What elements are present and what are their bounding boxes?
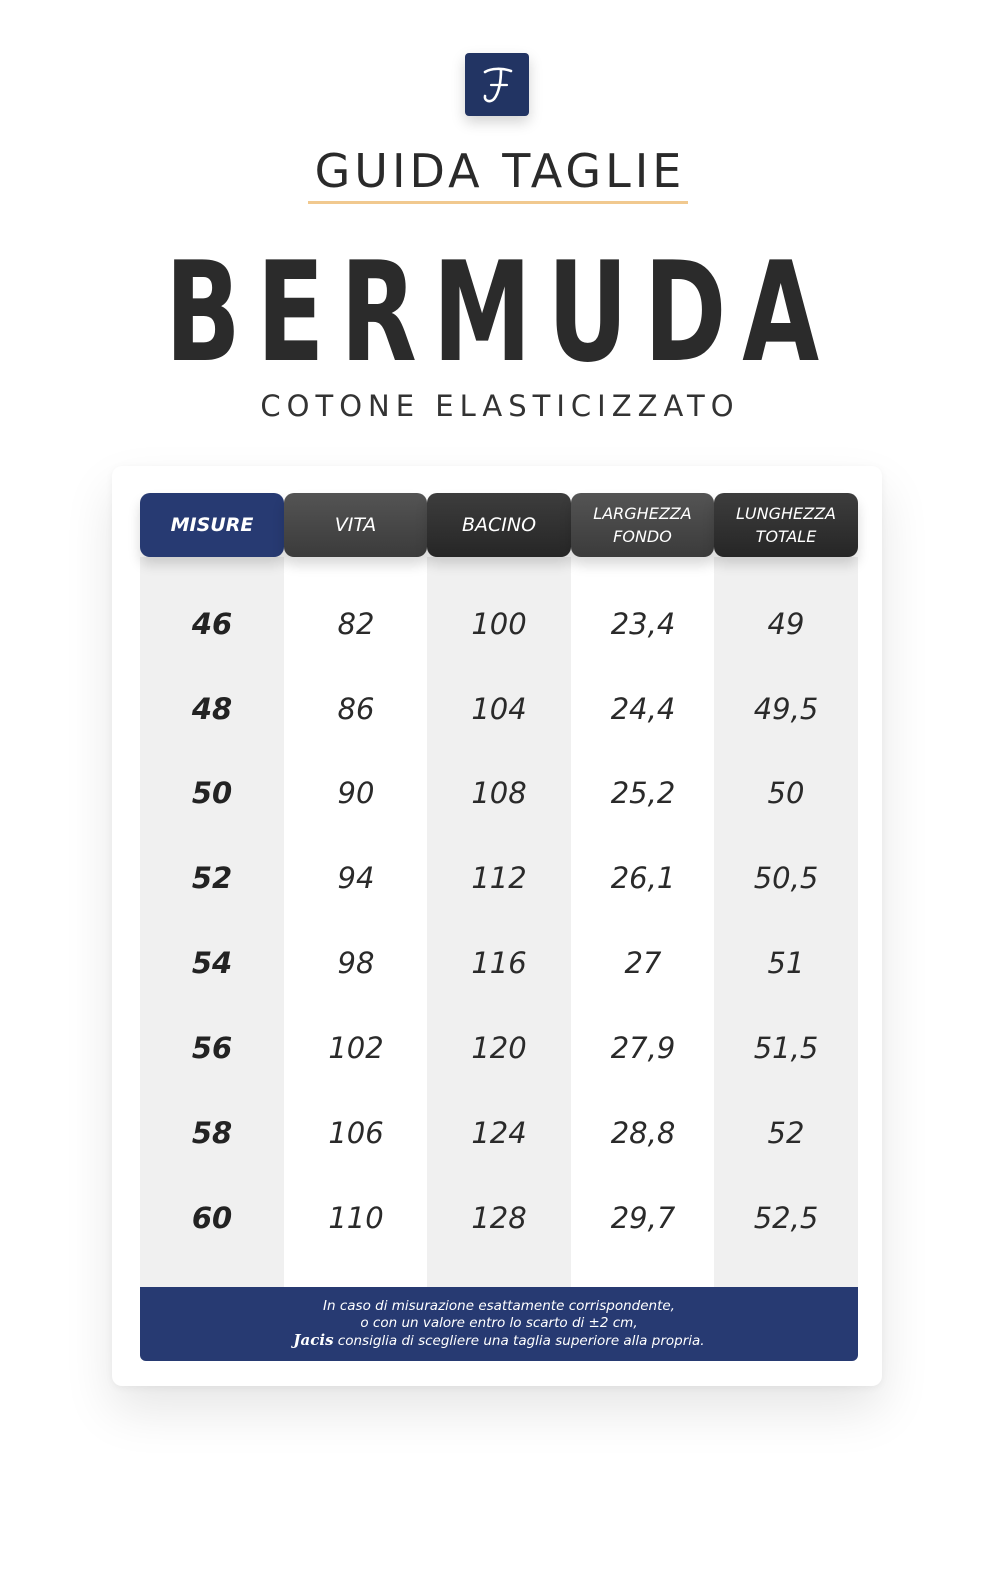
brand-name: Jacis	[293, 1331, 334, 1349]
size-cell: 58	[191, 1115, 233, 1150]
lunghezza-cell: 51	[767, 945, 805, 980]
vita-cell: 102	[328, 1030, 384, 1065]
lunghezza-cell: 50,5	[753, 860, 819, 895]
lunghezza-cell: 51,5	[753, 1030, 819, 1065]
lunghezza-cell: 52,5	[753, 1200, 819, 1235]
note-line-1: In caso di misurazione esattamente corrispondente,	[323, 1298, 675, 1314]
table-row	[140, 920, 858, 1005]
size-cell: 46	[191, 606, 233, 641]
header-label-line1: LUNGHEZZA	[736, 504, 836, 523]
size-cell: 60	[191, 1200, 233, 1235]
note-line-3	[140, 1332, 858, 1350]
size-cell: 48	[191, 691, 233, 726]
header-bacino	[427, 493, 571, 557]
size-table	[140, 493, 858, 1361]
bacino-cell: 120	[471, 1030, 527, 1065]
header-label-line2: TOTALE	[755, 527, 817, 546]
larghezza-cell: 26,1	[610, 860, 676, 895]
header-vita	[284, 493, 427, 557]
lunghezza-cell: 49,5	[753, 691, 819, 726]
header-label-line1: LARGHEZZA	[593, 504, 692, 523]
larghezza-cell: 27,9	[610, 1030, 676, 1065]
fit-advice-note	[140, 1287, 858, 1361]
larghezza-cell: 23,4	[610, 606, 676, 641]
table-row	[140, 835, 858, 920]
header-lunghezza-totale	[714, 493, 858, 557]
bacino-cell: 100	[471, 606, 527, 641]
product-title: BERMUDA	[165, 232, 835, 393]
table-row	[140, 750, 858, 835]
size-cell: 50	[191, 775, 233, 810]
title-underline	[308, 201, 688, 204]
table-row	[140, 1175, 858, 1260]
table-row	[140, 1090, 858, 1175]
note-line-2: o con un valore entro lo scarto di ±2 cm,	[360, 1315, 638, 1331]
header-label: BACINO	[461, 514, 537, 536]
header-larghezza-fondo	[571, 493, 714, 557]
bacino-cell: 128	[471, 1200, 527, 1235]
bacino-cell: 108	[471, 775, 527, 810]
note-line-3-text: consiglia di scegliere una taglia superiore alla propria.	[333, 1333, 705, 1349]
header-label-line2: FONDO	[613, 527, 672, 546]
bacino-cell: 124	[471, 1115, 527, 1150]
larghezza-cell: 24,4	[610, 691, 676, 726]
larghezza-cell: 29,7	[610, 1200, 676, 1235]
product-subtitle: COTONE ELASTICIZZATO	[260, 389, 740, 423]
table-row	[140, 581, 858, 666]
table-row	[140, 666, 858, 751]
brand-logo	[465, 53, 529, 116]
header-label: VITA	[334, 514, 377, 536]
vita-cell: 106	[328, 1115, 384, 1150]
brand-monogram-icon	[477, 63, 517, 107]
larghezza-cell: 28,8	[610, 1115, 676, 1150]
larghezza-cell: 25,2	[610, 775, 676, 810]
bacino-cell: 104	[471, 691, 527, 726]
table-row	[140, 1005, 858, 1090]
vita-cell: 98	[337, 945, 375, 980]
vita-cell: 90	[337, 775, 375, 810]
vita-cell: 82	[337, 606, 375, 641]
size-cell: 54	[191, 945, 233, 980]
vita-cell: 110	[328, 1200, 384, 1235]
size-cell: 52	[191, 860, 233, 895]
larghezza-cell: 27	[624, 945, 662, 980]
vita-cell: 86	[337, 691, 375, 726]
vita-cell: 94	[337, 860, 375, 895]
bacino-cell: 116	[471, 945, 527, 980]
guide-title: GUIDA TAGLIE	[314, 144, 686, 198]
header-misure	[140, 493, 284, 557]
lunghezza-cell: 52	[767, 1115, 805, 1150]
bacino-cell: 112	[471, 860, 527, 895]
lunghezza-cell: 49	[767, 606, 805, 641]
size-cell: 56	[191, 1030, 233, 1065]
header-label: MISURE	[170, 514, 254, 536]
lunghezza-cell: 50	[767, 775, 805, 810]
